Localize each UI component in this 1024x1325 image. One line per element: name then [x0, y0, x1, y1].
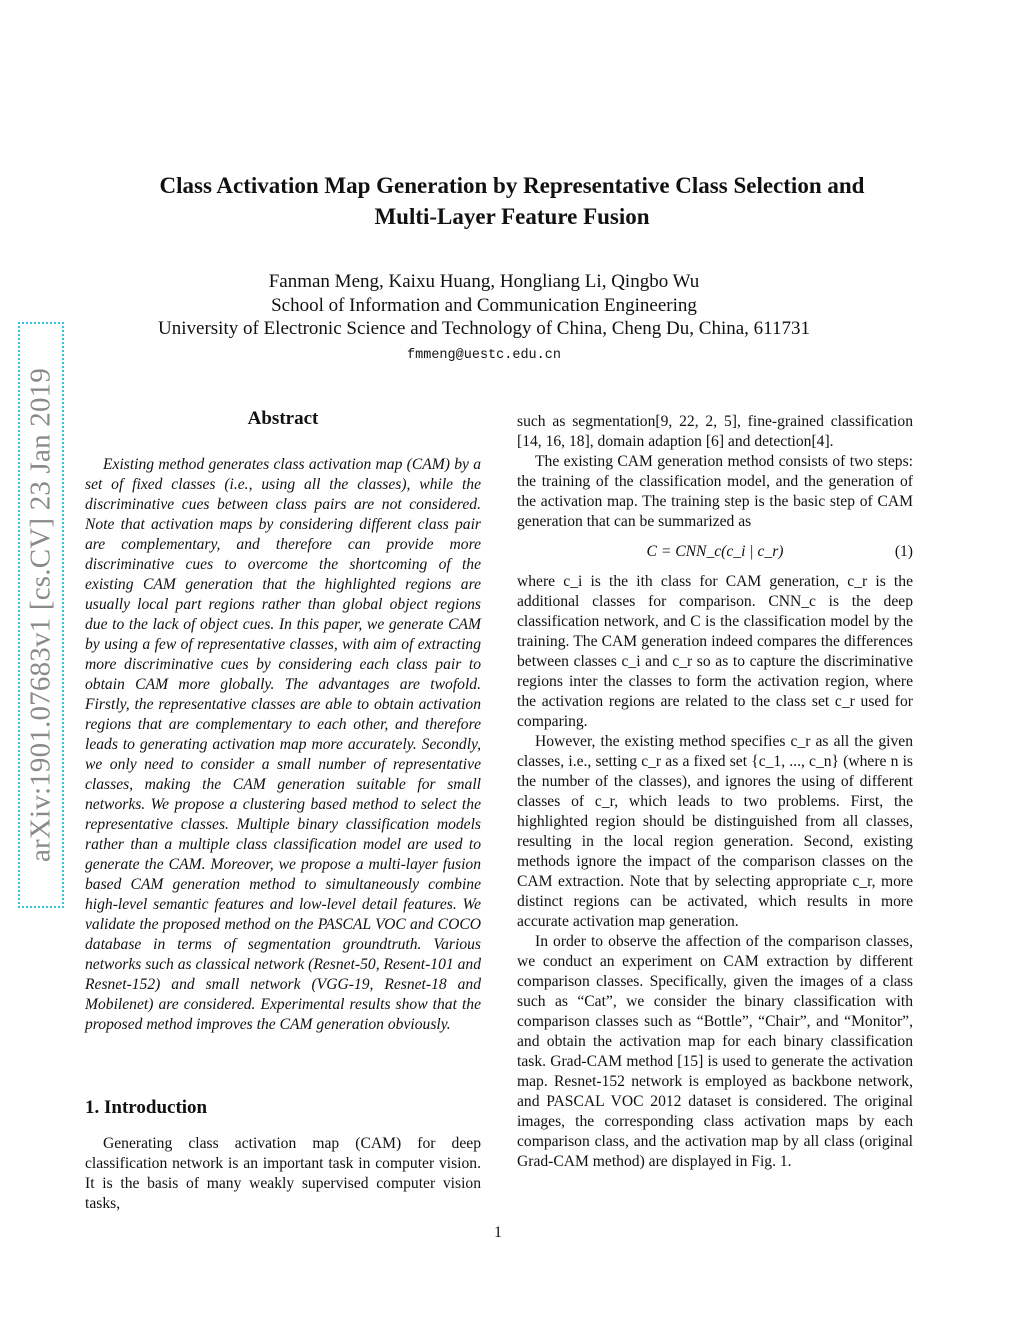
- abstract-text: Existing method generates class activation map (CAM) by a set of fixed classes (i.e., using all the classes), while the discriminative cues between class pairs are not considered. Note that activation maps by considering different class pair are complementary, and therefore can provide more discriminative cues to overcome the shortcoming of the existing CAM generation that the highlighted regions are usually local part regions rather than global object regions due to the lack of object cues. In this paper, we generate CAM by using a few of representative classes, with aim of extracting more discriminative cues by considering each class pair to obtain CAM more globally. The advantages are twofold. Firstly, the representative classes are able to obtain activation regions that are complementary to each other, and therefore leads to generating activation map more accurately. Secondly, we only need to consider a small number of representative classes, making the CAM generation suitable for small networks. We propose a clustering based method to select the representative classes. Multiple binary classification models rather than a multiple class classification model are used to generate the CAM. Moreover, we propose a multi-layer fusion based CAM generation method to simultaneously combine high-level semantic features and low-level detail features. We validate the proposed method on the PASCAL VOC and COCO database in terms of segmentation groundtruth. Various networks such as classical network (Resnet-50, Resent-101 and Resnet-152) and small network (VGG-19, Resnet-18 and Mobilenet) are considered. Experimental results show that the proposed method improves the CAM generation obviously.: [85, 456, 481, 1033]
- paragraph-definitions: where c_i is the ith class for CAM generation, c_r is the additional classes for comparison. CNN_c is the deep classification network, and C is the classification model by the training. The CAM generation indeed compares the differences between classes c_i and c_r so as to capture the discriminative regions inter the classes to form the activation region, where the activation regions are related to the class set c_r used for comparing.: [517, 573, 913, 730]
- equation-body: C = CNN_c(c_i | c_r): [646, 543, 784, 560]
- author-block: [0, 270, 968, 367]
- abstract-heading: Abstract: [247, 408, 319, 429]
- affiliation-1: School of Information and Communication Engineering: [271, 294, 697, 316]
- title-line-1: Class Activation Map Generation by Representative Class Selection and: [159, 173, 865, 198]
- paper-title: [0, 170, 1024, 232]
- affiliation-2: University of Electronic Science and Technology of China, Cheng Du, China, 611731: [158, 318, 810, 339]
- title-line-2: Multi-Layer Feature Fusion: [374, 204, 650, 229]
- introduction-text: Generating class activation map (CAM) for deep classification network is an important task in computer vision. It is the basis of many weakly supervised computer vision tasks,: [85, 1135, 481, 1212]
- equation-number: (1): [894, 543, 913, 560]
- authors: Fanman Meng, Kaixu Huang, Hongliang Li, Qingbo Wu: [268, 271, 700, 292]
- paragraph-citations: such as segmentation[9, 22, 2, 5], fine-grained classification [14, 16, 18], domain adaption [6] and detection[4].: [517, 413, 913, 450]
- introduction-heading: 1. Introduction: [85, 1097, 208, 1118]
- email[interactable]: fmmeng@uestc.edu.cn: [407, 347, 561, 363]
- arxiv-stamp: [18, 322, 64, 908]
- arxiv-stamp-text: arXiv:1901.07683v1 [cs.CV] 23 Jan 2019: [24, 367, 57, 863]
- paragraph-experiment: In order to observe the affection of the comparison classes, we conduct an experiment on CAM extraction by different comparison classes. Specifically, given the images of a class such as “Cat”, we consider the binary classification with comparison classes such as “Bottle”, “Chair”, and “Monitor”, and obtain the activation map for each binary classification task. Grad-CAM method [15] is used to generate the activation map. Resnet-152 network is employed as backbone network, and PASCAL VOC 2012 dataset is considered. The original images, the corresponding class activation maps by each comparison class, and the activation map by all class (original Grad-CAM method) are displayed in Fig. 1.: [517, 933, 913, 1170]
- paragraph-cam-steps: The existing CAM generation method consists of two steps: the training of the classification model, and the generation of the activation map. The training step is the basic step of CAM generation that can be summarized as: [517, 453, 913, 530]
- paragraph-problems: However, the existing method specifies c_r as all the given classes, i.e., setting c_r as a fixed set {c_1, ..., c_n} (where n is the number of the classes), and ignores the using of different classes of c_r, which leads to two problems. First, the highlighted region should be distinguished from all classes, resulting in the local region generation. Second, existing methods ignore the impact of the comparison classes on the CAM extraction. Note that by selecting appropriate c_r, more distinct regions can be activated, which results in more accurate activation map generation.: [517, 733, 913, 930]
- page-number: 1: [494, 1224, 502, 1241]
- right-column: [517, 412, 913, 1172]
- equation-1: [517, 540, 913, 564]
